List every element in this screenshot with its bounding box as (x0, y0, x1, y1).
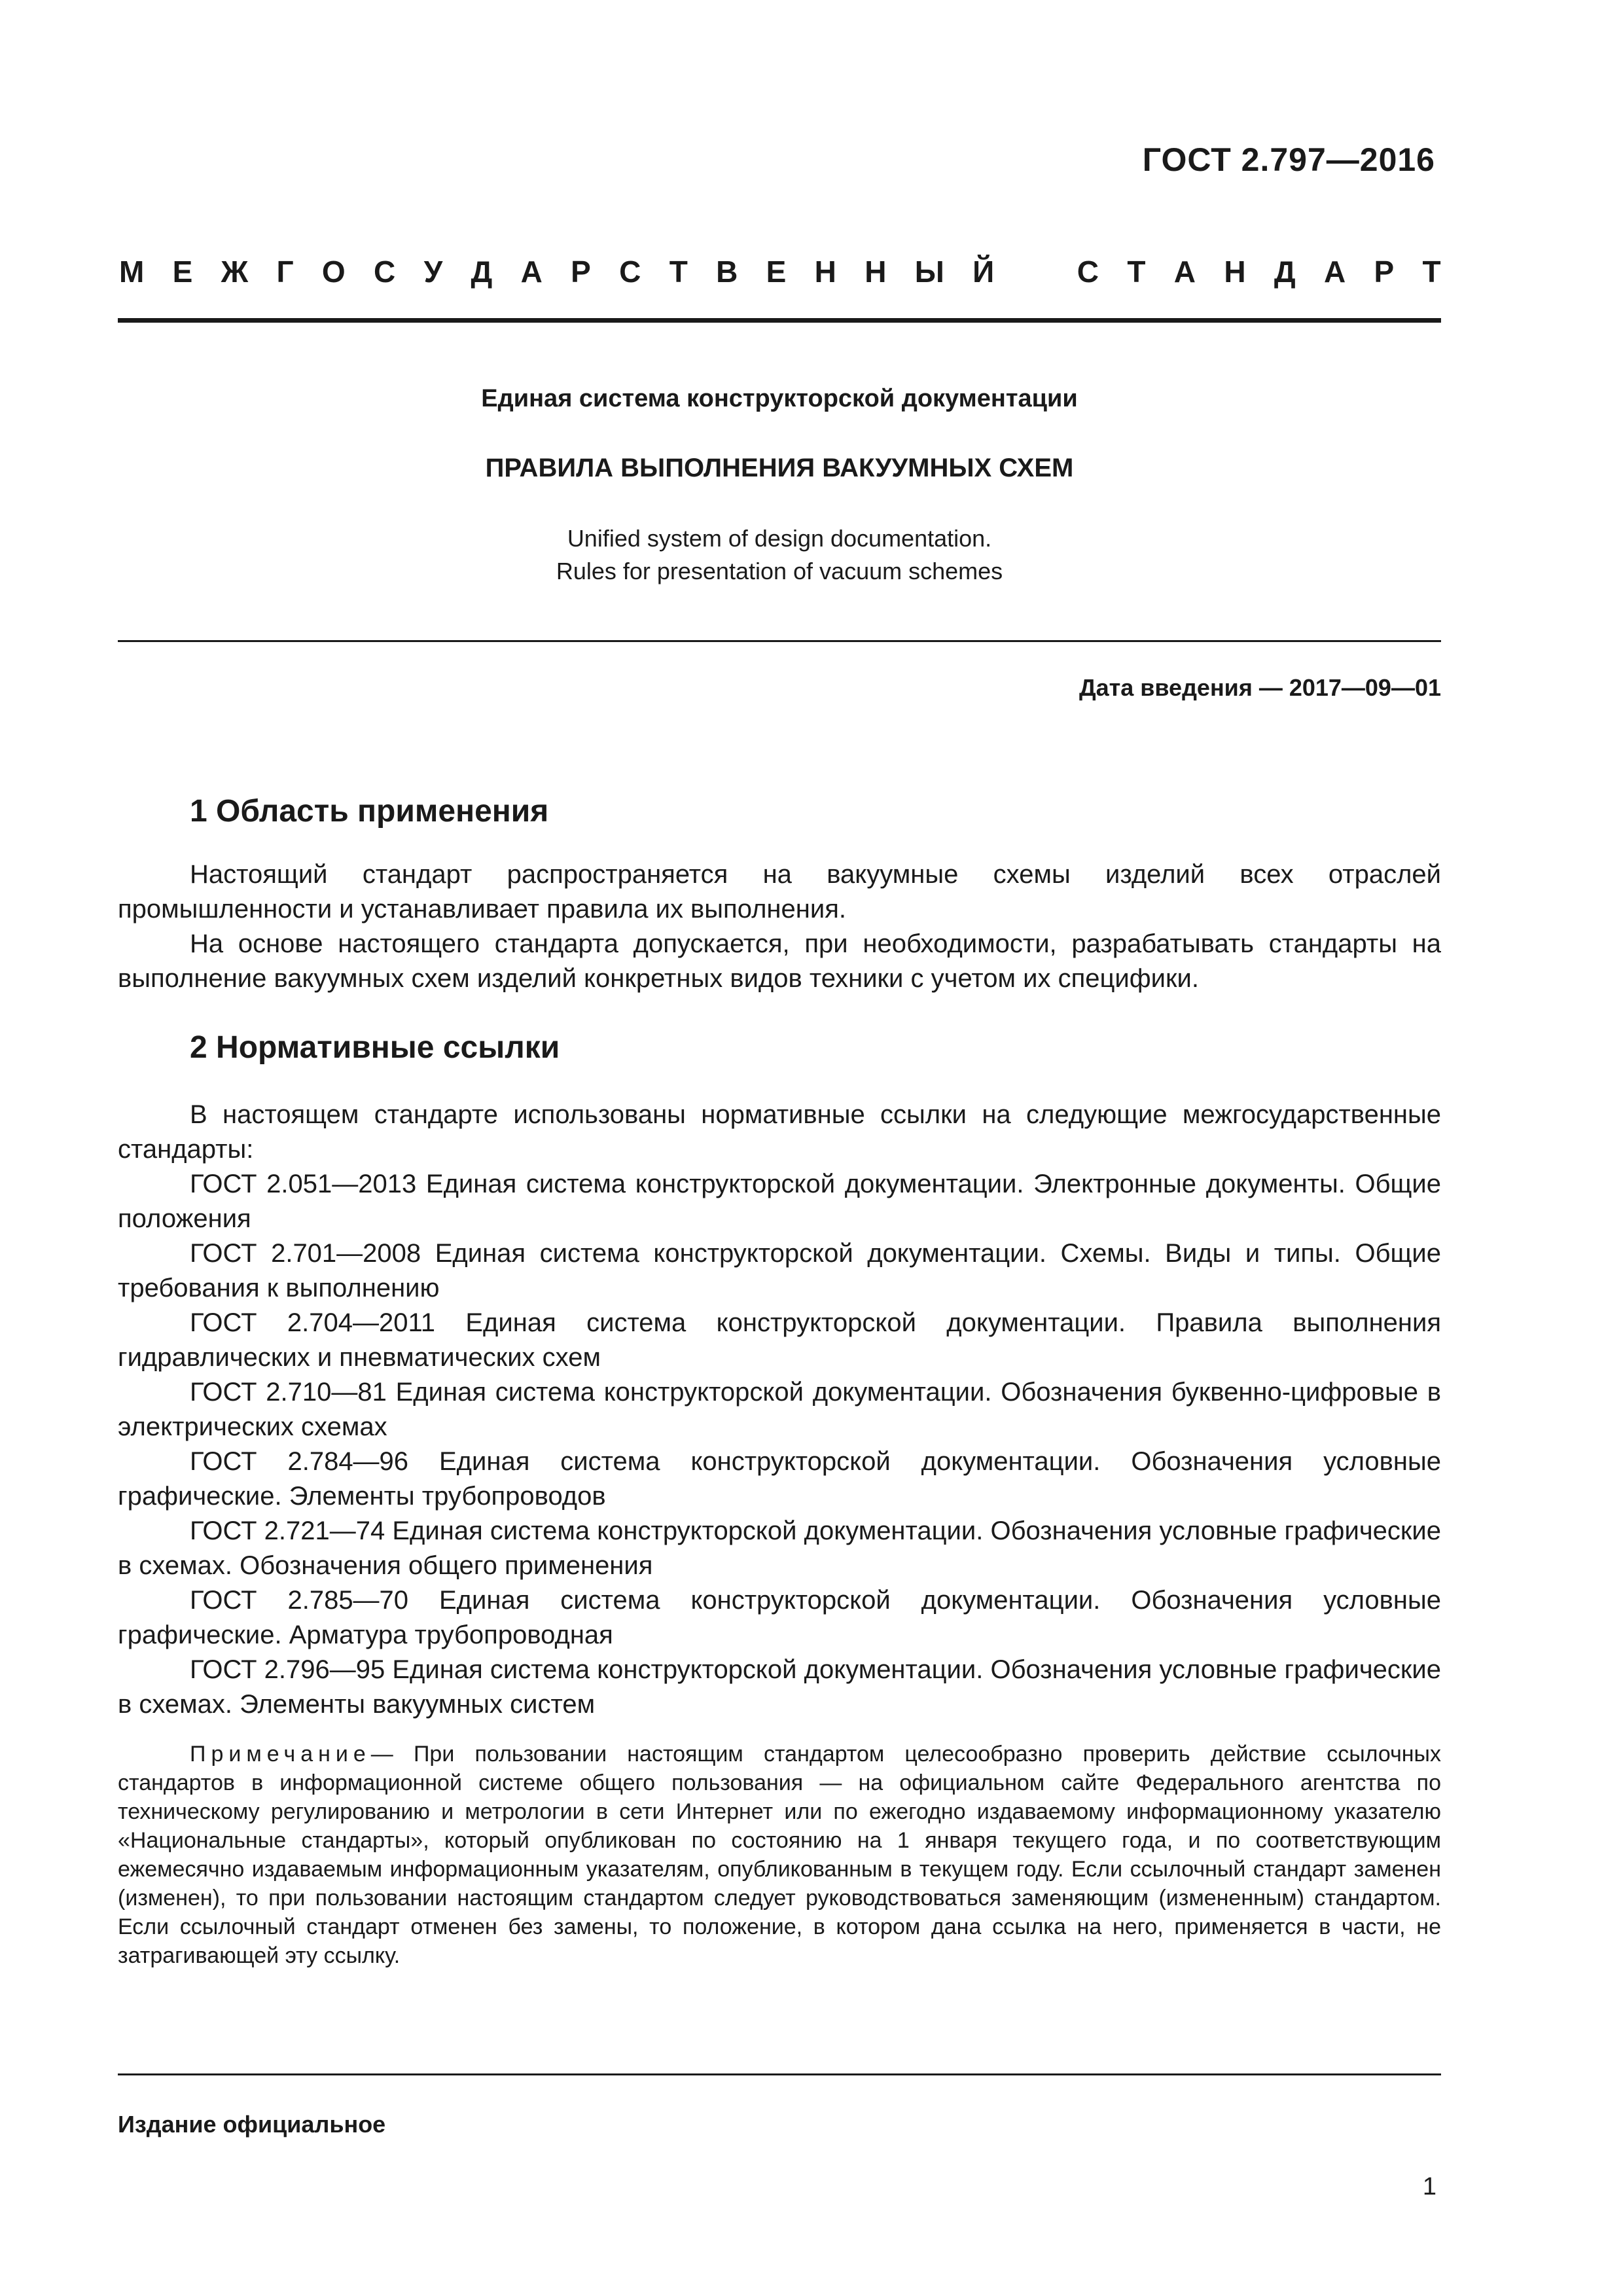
reference-item: ГОСТ 2.721—74 Единая система конструкторской документации. Обозначения условные графические в схемах. Обозначения общего применения (118, 1516, 1441, 1580)
section-2-body (118, 1098, 1441, 1722)
banner-letter: А (1323, 255, 1346, 289)
banner-letter: Ж (221, 255, 249, 289)
paragraph: На основе настоящего стандарта допускается, при необходимости, разрабатывать стандарты на выполнение вакуумных схем изделий конкретных видов техники с учетом их специфики. (118, 929, 1441, 993)
banner-letter: Ы (914, 255, 944, 289)
banner-letter: В (716, 255, 738, 289)
reference-item: ГОСТ 2.784—96 Единая система конструкторской документации. Обозначения условные графические. Элементы трубопроводов (118, 1447, 1441, 1511)
banner-letter: С (619, 255, 641, 289)
edition-label: Издание официальное (118, 2111, 386, 2138)
banner-letter: Т (669, 255, 688, 289)
banner-letter: А (1173, 255, 1196, 289)
note-label: Примечание (190, 1742, 371, 1767)
banner-letter: Н (865, 255, 887, 289)
section-heading: 1 Область применения (190, 794, 549, 829)
title-divider (118, 640, 1441, 642)
paragraph: В настоящем стандарте использованы нормативные ссылки на следующие межгосударственные стандарты: (118, 1100, 1441, 1164)
document-subtitle: Единая система конструкторской документации (481, 385, 1078, 412)
reference-item: ГОСТ 2.796—95 Единая система конструкторской документации. Обозначения условные графические в схемах. Элементы вакуумных систем (118, 1655, 1441, 1719)
introduction-date: Дата введения — 2017—09—01 (1079, 674, 1441, 701)
banner-letter: С (374, 255, 396, 289)
section-1-body (118, 857, 1441, 996)
banner-letter: Й (972, 255, 995, 289)
reference-item: ГОСТ 2.785—70 Единая система конструкторской документации. Обозначения условные графические. Арматура трубопроводная (118, 1586, 1441, 1649)
banner-letter: Е (766, 255, 787, 289)
banner-letter: Д (1274, 255, 1296, 289)
english-title (118, 522, 1441, 588)
banner-letter: Г (276, 255, 294, 289)
banner-letter: Р (571, 255, 591, 289)
banner-letter: Д (471, 255, 493, 289)
banner-letter: Т (1127, 255, 1146, 289)
header-divider (118, 318, 1441, 323)
banner-letter: Р (1374, 255, 1395, 289)
reference-item: ГОСТ 2.710—81 Единая система конструкторской документации. Обозначения буквенно-цифровые в электрических схемах (118, 1378, 1441, 1441)
banner-letter: С (1077, 255, 1099, 289)
footer-divider (118, 2073, 1441, 2075)
document-title: ПРАВИЛА ВЫПОЛНЕНИЯ ВАКУУМНЫХ СХЕМ (485, 454, 1074, 482)
banner-letter: М (119, 255, 145, 289)
reference-item: ГОСТ 2.051—2013 Единая система конструкторской документации. Электронные документы. Общие положения (118, 1170, 1441, 1233)
banner-letter: Е (172, 255, 193, 289)
gost-number: ГОСТ 2.797—2016 (1142, 141, 1435, 178)
section-heading: 2 Нормативные ссылки (190, 1030, 560, 1065)
banner-letter: Н (1224, 255, 1246, 289)
banner-letter: У (423, 255, 443, 289)
standard-type-banner (119, 254, 1441, 289)
note-text: — При пользовании настоящим стандартом целесообразно проверить действие ссылочных стандартов в информационной системе общего пользования — на официальном сайте Федерального агентства по техническому регулированию и метрологии в сети Интернет или по ежегодно издаваемому информационному указателю «Национальные стандарты», который опубликован по состоянию на 1 января текущего года, и по соответствующим ежемесячно издаваемым информационным указателям, опубликованным в текущем году. Если ссылочный стандарт заменен (изменен), то при пользовании настоящим стандартом следует руководствоваться заменяющим (измененным) стандартом. Если ссылочный стандарт отменен без замены, то положение, в котором дана ссылка на него, применяется в части, не затрагивающей эту ссылку. (118, 1742, 1441, 1968)
page-number: 1 (1422, 2173, 1436, 2200)
note-block (118, 1740, 1441, 1970)
reference-item: ГОСТ 2.704—2011 Единая система конструкторской документации. Правила выполнения гидравлических и пневматических схем (118, 1308, 1441, 1372)
banner-letter: Н (814, 255, 836, 289)
paragraph: Настоящий стандарт распространяется на вакуумные схемы изделий всех отраслей промышленности и устанавливает правила их выполнения. (118, 860, 1441, 924)
english-title-line: Unified system of design documentation. (567, 525, 992, 552)
banner-letter: Т (1422, 255, 1441, 289)
banner-letter: О (321, 255, 346, 289)
banner-letter: А (520, 255, 543, 289)
banner-word-gap (1022, 254, 1048, 289)
english-title-line: Rules for presentation of vacuum schemes (556, 558, 1003, 584)
reference-item: ГОСТ 2.701—2008 Единая система конструкторской документации. Схемы. Виды и типы. Общие требования к выполнению (118, 1239, 1441, 1302)
